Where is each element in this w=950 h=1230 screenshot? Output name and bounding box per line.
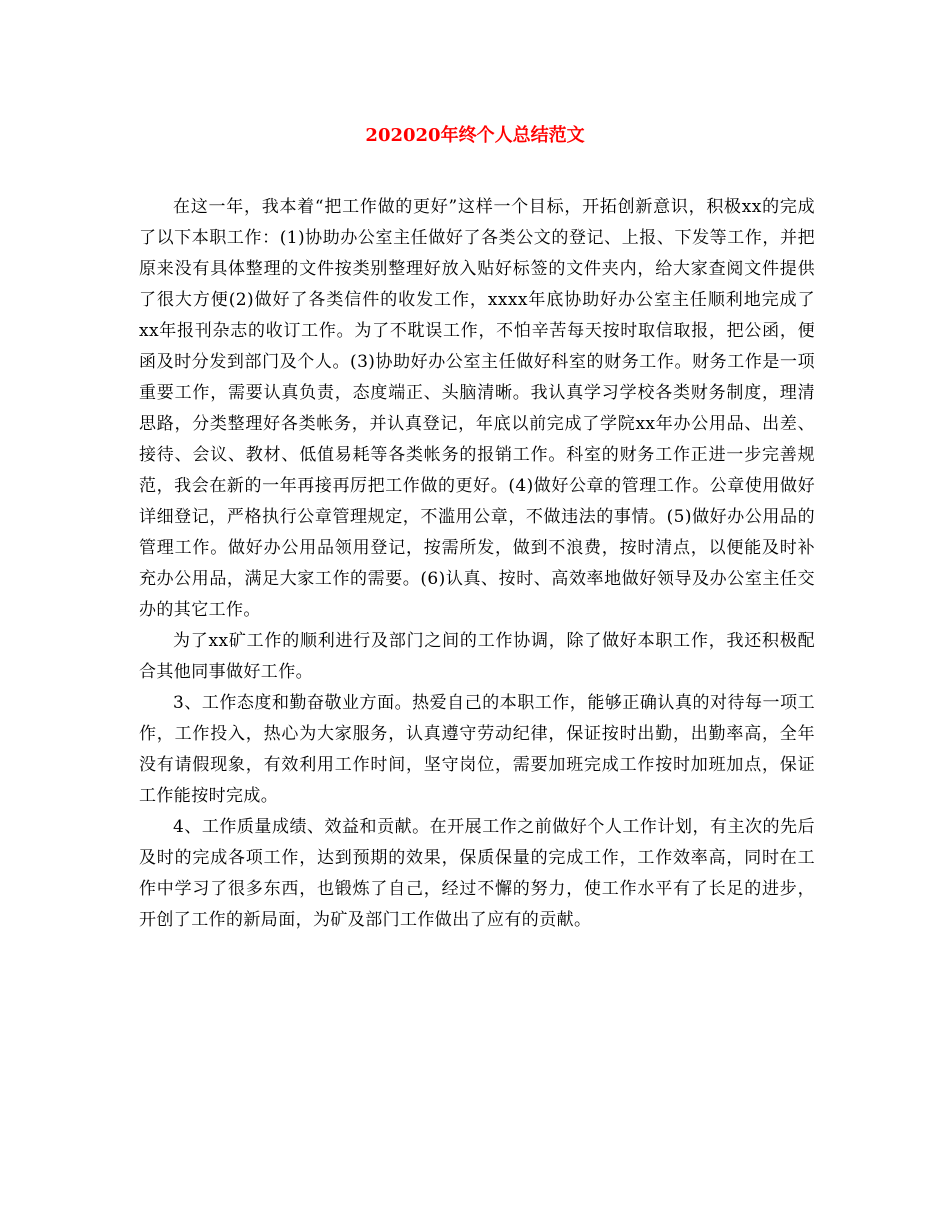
paragraph-4: 4、工作质量成绩、效益和贡献。在开展工作之前做好个人工作计划，有主次的先后及时的完成各项工作，达到预期的效果，保质保量的完成工作，工作效率高，同时在工作中学习了很多东西，也锻炼了自己，经过不懈的努力，使工作水平有了长足的进步，开创了工作的新局面，为矿及部门工作做出了应有的贡献。 bbox=[139, 817, 815, 930]
document-title: 202020年终个人总结范文 bbox=[365, 125, 585, 146]
paragraph-1: 在这一年，我本着“把工作做的更好”这样一个目标，开拓创新意识，积极xx的完成了以下本职工作：(1)协助办公室主任做好了各类公文的登记、上报、下发等工作，并把原来没有具体整理的文件按类别整理好放入贴好标签的文件夹内，给大家查阅文件提供了很大方便(2)做好了各类信件的收发工作，xxxx年底协助好办公室主任顺利地完成了xx年报刊杂志的收订工作。为了不耽误工作，不怕辛苦每天按时取信取报，把公函，便函及时分发到部门及个人。(3)协助好办公室主任做好科室的财务工作。财务工作是一项重要工作，需要认真负责，态度端正、头脑清晰。我认真学习学校各类财务制度，理清思路，分类整理好各类帐务，并认真登记，年底以前完成了学院xx年办公用品、出差、接待、会议、教材、低值易耗等各类帐务的报销工作。科室的财务工作正进一步完善规范，我会在新的一年再接再厉把工作做的更好。(4)做好公章的管理工作。公章使用做好详细登记，严格执行公章管理规定，不滥用公章，不做违法的事情。(5)做好办公用品的管理工作。做好办公用品领用登记，按需所发，做到不浪费，按时清点，以便能及时补充办公用品，满足大家工作的需要。(6)认真、按时、高效率地做好领导及办公室主任交办的其它工作。 bbox=[139, 197, 815, 620]
document-body bbox=[139, 192, 815, 936]
paragraph-3: 3、工作态度和勤奋敬业方面。热爱自己的本职工作，能够正确认真的对待每一项工作，工作投入，热心为大家服务，认真遵守劳动纪律，保证按时出勤，出勤率高，全年没有请假现象，有效利用工作时间，坚守岗位，需要加班完成工作按时加班加点，保证工作能按时完成。 bbox=[139, 693, 815, 806]
paragraph-2: 为了xx矿工作的顺利进行及部门之间的工作协调，除了做好本职工作，我还积极配合其他同事做好工作。 bbox=[139, 631, 815, 682]
